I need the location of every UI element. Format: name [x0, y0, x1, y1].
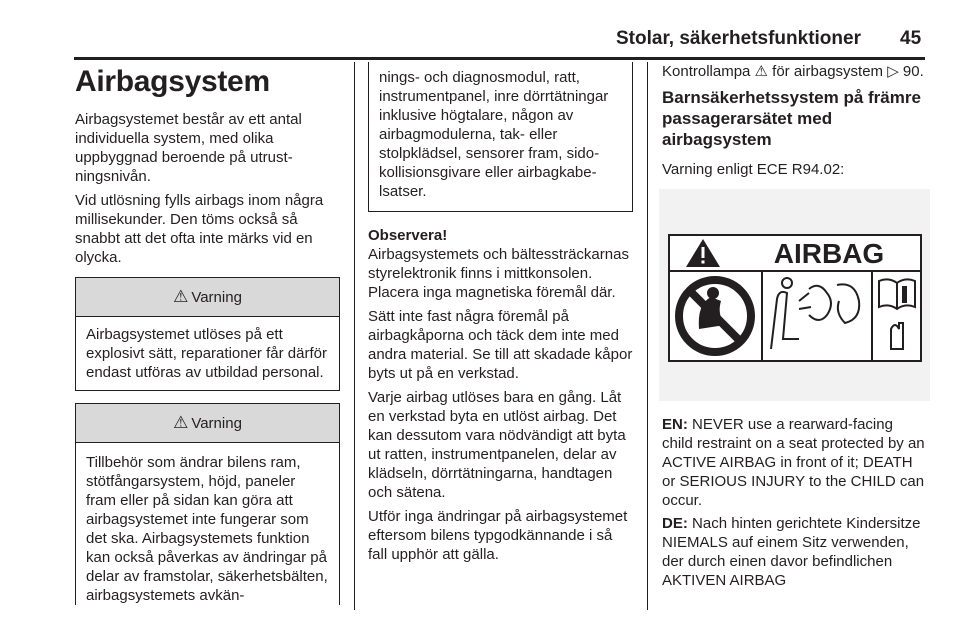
page-number: 45 — [900, 28, 922, 49]
paragraph: Varje airbag utlöses bara en gång. Låt en verkstad byta en utlöst airbag. Det kan dessutom vara nödvändigt att byta ut ratten, instrumentpanelen, delar av klädseln, dörrtätningarna, handtagen och sätena. — [368, 389, 626, 501]
warning-text-de: Nach hinten gerichtete Kindersitze NIEMALS auf einem Sitz verwenden, der durch einen davor befindlichen AKTIVEN AIRBAG — [662, 515, 921, 589]
language-code: EN: — [662, 416, 688, 433]
warning-box-header — [76, 404, 339, 443]
column-2 — [368, 62, 633, 569]
airbag-label-text: AIRBAG — [773, 238, 885, 269]
warning-box-body — [76, 443, 339, 605]
paragraph — [662, 514, 927, 590]
warning-box-continued — [368, 62, 633, 212]
warning-text: nings- och diagnosmodul, ratt, instrumentpanel, inre dörrtätningar inklusive högtalare, någon av airbagmodulerna, tak- eller stolpklädsel, sensorer fram, sidokollisionsgivare eller airbagkabelsatser. — [379, 69, 609, 200]
language-code: DE: — [662, 515, 688, 532]
note-title: Observera! — [368, 227, 448, 244]
warning-text: Airbagsystemet utlöses på ett explosivt sätt, reparationer får därför endast utföras av utbildad personal. — [86, 326, 327, 381]
warning-text: Tillbehör som ändrar bilens ram, stötfångarsystem, höjd, paneler fram eller på sidan kan göra att airbagsystemet inte fungerar som det ska. Airbagsystemets funktion kan också påverkas av ändringar på delar av framstolar, säkerhetsbälten, airbagsystemets avkän- — [86, 454, 328, 604]
warning-box — [75, 277, 340, 391]
running-header-title: Stolar, säkerhetsfunktioner — [616, 28, 861, 49]
warning-triangle-icon: ⚠ — [173, 413, 189, 432]
cross-reference: Kontrollampa ⚠ för airbagsystem ▷ 90. — [662, 63, 924, 80]
paragraph — [662, 415, 927, 510]
airbag-warning-label — [659, 189, 930, 401]
paragraph: Varning enligt ECE R94.02: — [662, 161, 845, 178]
section-heading: Airbagsystem — [75, 65, 270, 98]
no-rearward-child-seat-icon — [679, 280, 751, 352]
warning-title: Varning — [191, 288, 242, 306]
warning-text-en: NEVER use a rearward-facing child restraint on a seat protected by an ACTIVE AIRBAG in front of it; DEATH or SERIOUS INJURY to the CHILD can occur. — [662, 416, 925, 509]
note-text: Airbagsystemets och bältessträckarnas styrelektronik finns i mittkonsolen. Placera inga magnetiska föremål där. — [368, 246, 629, 301]
airbag-warning-label-image — [659, 189, 930, 401]
warning-box-body — [76, 317, 339, 390]
header-rule — [74, 57, 925, 60]
column-divider-1 — [354, 62, 355, 610]
paragraph: Sätt inte fast några föremål på airbagkåporna och täck dem inte med andra material. Se till att skadade kåpor byts ut på en verkstad. — [368, 308, 633, 382]
warning-box — [75, 403, 340, 605]
warning-box-header — [76, 278, 339, 317]
paragraph: Utför inga ändringar på airbagsystemet eftersom bilens typgodkännande i så fall upphör att gälla. — [368, 508, 628, 563]
column-1 — [75, 62, 340, 605]
warning-title: Varning — [191, 414, 242, 432]
warning-triangle-icon: ⚠ — [173, 287, 189, 306]
column-3 — [662, 62, 927, 594]
paragraph: Vid utlösning fylls airbags inom några millisekunder. Den töms också så snabbt att det ofta inte märks vid en olycka. — [75, 192, 324, 266]
column-divider-2 — [647, 62, 648, 610]
paragraph: Airbagsystemet består av ett antal individuella system, med olika uppbyggnad beroende på utrustningsnivån. — [75, 111, 302, 185]
subsection-heading: Barnsäkerhetssystem på främre passagerarsätet med airbagsystem — [662, 88, 921, 149]
